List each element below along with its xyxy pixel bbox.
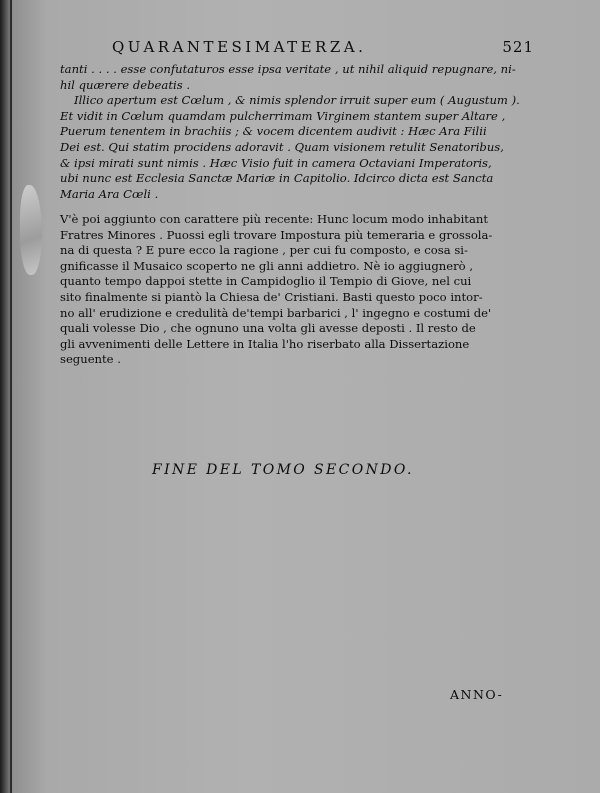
text-line: gnificasse il Musaico scoperto ne gli anni addietro. Nè io aggiugnerò ,: [60, 258, 474, 273]
text-line: ubi nunc est Ecclesia Sanctæ Mariæ in Capitolio. Idcirco dicta est Sancta: [60, 171, 494, 186]
text-line: Illico apertum est Cœlum , & nimis splendor irruit super eum ( Augustum ).: [74, 93, 520, 108]
text-line: quali volesse Dio , che ognuno una volta gli avesse deposti . Il resto de: [60, 321, 476, 336]
text-line: gli avvenimenti delle Lettere in Italia l'ho riserbato alla Dissertazione: [60, 336, 470, 351]
text-line: & ipsi mirati sunt nimis . Hæc Visio fuit in camera Octaviani Imperatoris,: [60, 155, 492, 170]
torn-paper-strip: [20, 185, 42, 275]
text-line: no all' erudizione e credulità de'tempi barbarici , l' ingegno e costumi de': [60, 305, 492, 320]
latin-quote-block: [60, 62, 520, 202]
paragraph-1: [60, 62, 520, 93]
text-line: seguente .: [60, 352, 121, 367]
text-line: Fratres Minores . Puossi egli trovare Impostura più temeraria e grossola-: [60, 227, 493, 242]
text-line: hil quærere debeatis .: [60, 77, 191, 92]
text-line: quanto tempo dappoi stette in Campidoglio il Tempio di Giove, nel cui: [60, 274, 472, 289]
paragraph-2: [60, 93, 520, 202]
text-line: na di questa ? E pure ecco la ragione , per cui fu composto, e cosa si-: [60, 243, 468, 258]
text-line: sito finalmente si piantò la Chiesa de' Cristiani. Basti questo poco intor-: [60, 289, 483, 304]
text-line: Maria Ara Cœli .: [60, 186, 159, 201]
paragraph-3: [60, 212, 520, 368]
text-line: Puerum tenentem in brachiis ; & vocem dicentem audivit : Hæc Ara Filii: [60, 124, 487, 139]
text-line: tanti . . . . esse confutaturos esse ipsa veritate , ut nihil aliquid repugnare, ni-: [60, 62, 516, 76]
text-line: Dei est. Qui statim procidens adoravit . Quam visionem retulit Senatoribus,: [60, 139, 504, 154]
end-of-volume-line: FINE DEL TOMO SECONDO.: [152, 462, 414, 478]
italian-commentary-block: [60, 212, 520, 368]
paper-sheet: [12, 0, 600, 793]
running-title: QUARANTESIMATERZA.: [112, 38, 367, 56]
text-line: V'è poi aggiunto con carattere più recente: Hunc locum modo inhabitant: [60, 212, 488, 226]
running-header: [112, 38, 534, 56]
text-line: Et vidit in Cœlum quamdam pulcherrimam Virginem stantem super Altare ,: [60, 108, 506, 123]
catchword: ANNO-: [450, 687, 504, 702]
page-number: 521: [502, 38, 534, 56]
book-spine-shadow: [0, 0, 10, 793]
